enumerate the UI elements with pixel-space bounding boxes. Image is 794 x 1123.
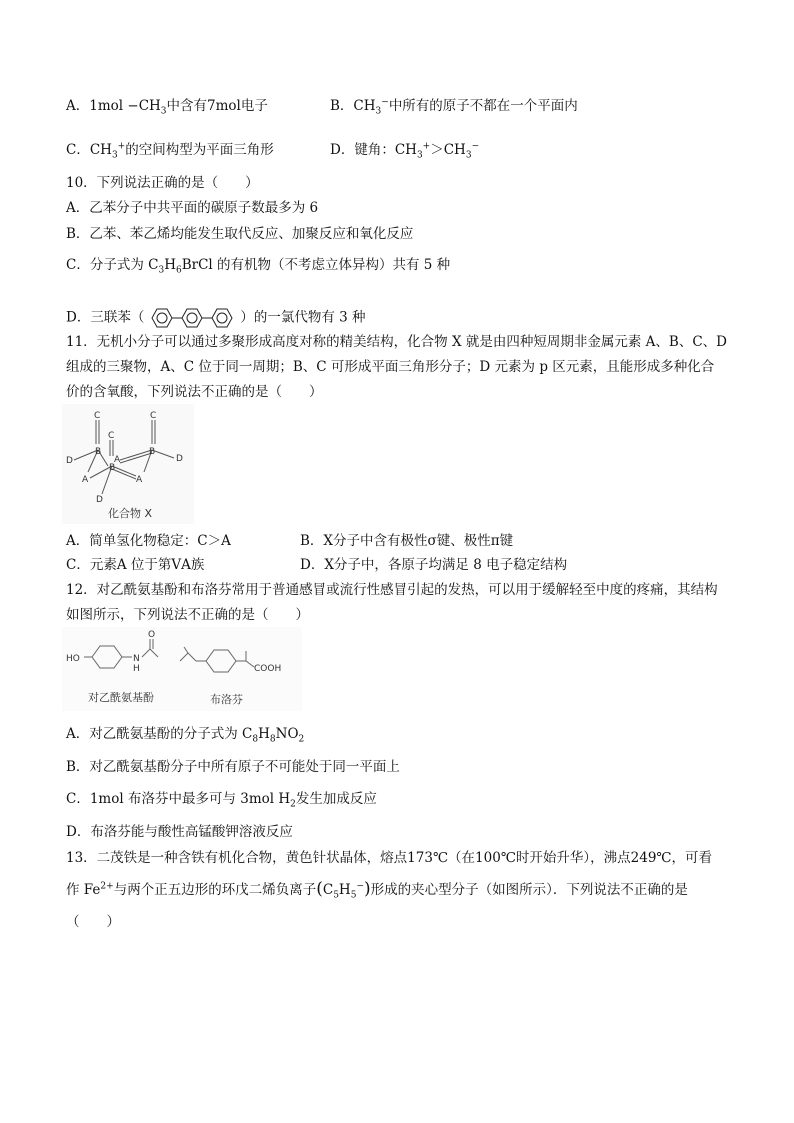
q12-option-b: B．对乙酰氨基酚分子中所有原子不可能处于同一平面上 (66, 759, 400, 775)
oxygen-label: O (148, 630, 156, 640)
ibuprofen-label: 布洛芬 (210, 693, 243, 706)
q11-option-a: A．简单氢化物稳定：C＞A (66, 533, 231, 549)
nitrogen-label: N (133, 654, 140, 664)
hydrogen-label: H (133, 664, 140, 674)
q11-option-d: D．X分子中，各原子均满足 8 电子稳定结构 (300, 557, 568, 573)
q12-stem-line2: 如图所示，下列说法不正确的是（ ） (66, 607, 309, 623)
q11-option-b: B．X分子中含有极性σ键、极性π键 (300, 533, 514, 549)
terphenyl-structure (146, 304, 238, 332)
q10-option-a: A．乙苯分子中共平面的碳原子数最多为 6 (66, 200, 319, 216)
q11-stem-line1: 11．无机小分子可以通过多聚形成高度对称的精美结构，化合物 X 就是由四种短周期非金属元素 A、B、C、D (66, 334, 727, 350)
atom-c-label: C (108, 431, 115, 441)
q12-option-d: D．布洛芬能与酸性高锰酸钾溶液反应 (66, 824, 293, 840)
q12-option-a: A．对乙酰氨基酚的分子式为 $C_8H_8NO_2$ (66, 726, 305, 745)
q9-option-b: B．$CH_3^-$中所有的原子不都在一个平面内 (330, 97, 578, 117)
q11-stem-line2: 组成的三聚物，A、C 位于同一周期；B、C 可形成平面三角形分子；D 元素为 p 区元素，且能形成多种化合 (66, 359, 715, 375)
q11-option-c: C．元素A 位于第ⅤA族 (66, 557, 205, 573)
q11-stem-line3: 价的含氧酸，下列说法不正确的是（ ） (66, 384, 323, 400)
q12-stem-line1: 12．对乙酰氨基酚和布洛芬常用于普通感冒或流行性感冒引起的发热，可以用于缓解轻至中度的疼痛，其结构 (66, 582, 718, 598)
atom-b-label: B (95, 447, 102, 457)
atom-d-label: D (96, 495, 103, 505)
q10-option-c: C．分子式为 $C_3H_6BrCl$ 的有机物（不考虑立体异构）共有 5 种 (66, 257, 451, 276)
q13-stem-line2: 作 $Fe^{2+}$与两个正五边形的环戊二烯负离子$(C_5H_5^-)$形成的夹心型分子（如图所示）．下列说法不正确的是 (66, 879, 688, 901)
carboxyl-label: COOH (254, 664, 282, 674)
acetaminophen-label: 对乙酰氨基酚 (88, 691, 154, 704)
drug-structures-figure (62, 627, 302, 711)
q13-stem-line1: 13．二茂铁是一种含铁有机化合物，黄色针状晶体，熔点173℃（在100℃时开始升华），沸点249℃，可看 (66, 850, 713, 866)
q9-option-a: A．$1mol -CH_3$中含有7mol电子 (66, 98, 268, 117)
atom-a-label: A (82, 475, 89, 485)
q9-option-c: C．$CH_3^+$的空间构型为平面三角形 (66, 141, 274, 161)
q13-stem-line3: （ ） (66, 914, 120, 930)
atom-b-label: B (109, 463, 116, 473)
hydroxyl-label: HO (66, 654, 80, 664)
q10-stem: 10．下列说法正确的是（ ） (66, 175, 259, 191)
atom-c-label: C (150, 411, 157, 421)
q10-option-d: D．三联苯（ ）的一氯代物有 3 种 (66, 304, 366, 332)
compound-x-caption: 化合物 X (108, 507, 153, 520)
atom-b-label: B (149, 447, 156, 457)
atom-d-label: D (66, 456, 73, 466)
atom-d-label: D (176, 454, 183, 464)
q12-option-c: C．1mol 布洛芬中最多可与 3mol $H_2$发生加成反应 (66, 791, 377, 810)
compound-x-figure (62, 404, 194, 524)
q10-option-b: B．乙苯、苯乙烯均能发生取代反应、加聚反应和氧化反应 (66, 226, 414, 242)
atom-a-label: A (114, 455, 121, 465)
atom-a-label: A (136, 475, 143, 485)
q9-option-d: D．键角：$CH_3^+>CH_3^-$ (330, 141, 480, 161)
atom-c-label: C (94, 411, 101, 421)
